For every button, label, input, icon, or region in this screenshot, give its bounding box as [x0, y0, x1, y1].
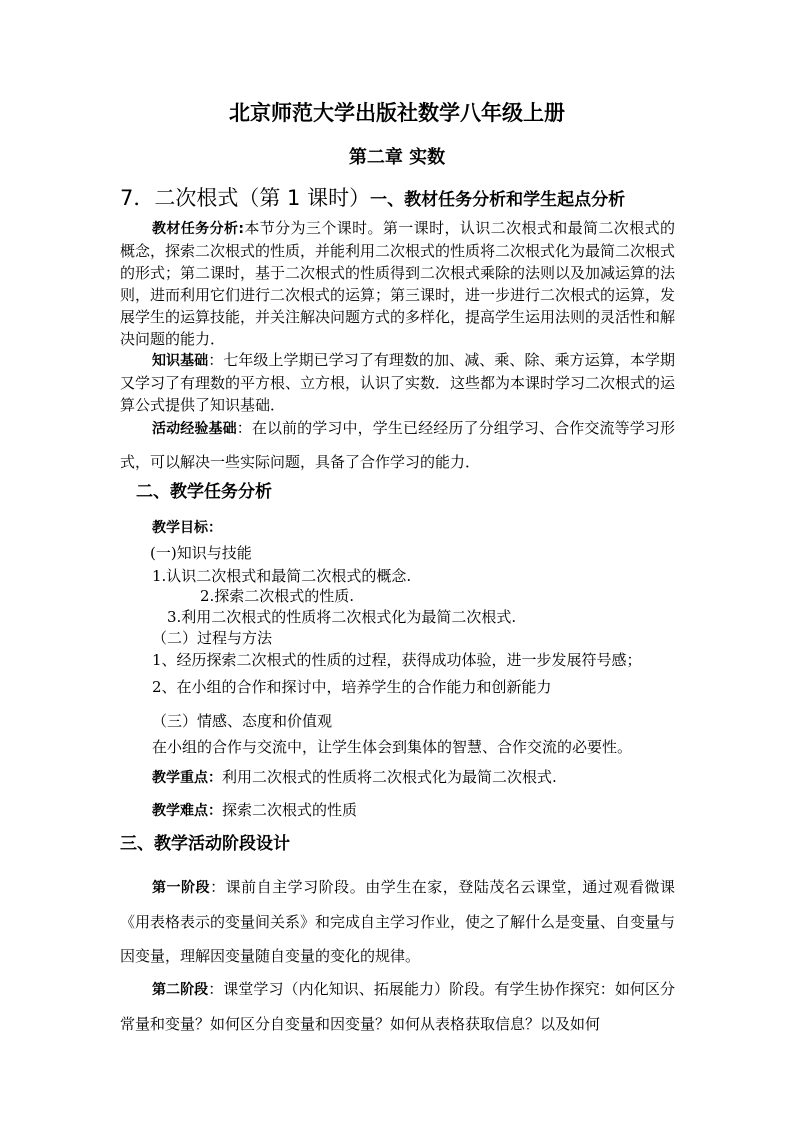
goal-subheading-3: （三）情感、态度和价值观	[152, 712, 333, 730]
activity-label: 活动经验基础	[152, 421, 237, 437]
goals-label: 教学目标：	[152, 520, 222, 536]
goal-item: 2、在小组的合作和探讨中，培养学生的合作能力和创新能力	[152, 678, 552, 696]
stage-2-paragraph	[120, 972, 675, 1041]
activity-paragraph	[120, 412, 675, 479]
goal-item: 1.认识二次根式和最简二次根式的概念.	[152, 567, 412, 585]
knowledge-text: ：七年级上学期已学习了有理数的加、减、乘、除、乘方运算，本学期又学习了有理数的平方根、立方根，认识了实数．这些都为本课时学习二次根式的运算公式提供了知识基础．	[120, 351, 676, 414]
analysis-paragraph	[120, 217, 675, 350]
goal-item: 在小组的合作与交流中，让学生体会到集体的智慧、合作交流的必要性。	[152, 738, 633, 756]
goal-subheading-2: （二）过程与方法	[152, 629, 273, 647]
activity-text: ：在以前的学习中，学生已经经历了分组学习、合作交流等学习形式，可以解决一些实际问题，具备了合作学习的能力．	[120, 419, 675, 471]
section-1-heading: 一、教材任务分析和学生起点分析	[370, 190, 626, 210]
stage-2-text: ：课堂学习（内化知识、拓展能力）阶段。有学生协作探究：如何区分常量和变量？如何区分自变量和因变量？如何从表格获取信息？以及如何	[120, 980, 675, 1033]
knowledge-label: 知识基础	[152, 353, 209, 369]
goal-item: 3.利用二次根式的性质将二次根式化为最简二次根式.	[167, 608, 517, 626]
teaching-analysis-text: 本节分为三个课时。第一课时，认识二次根式和最简二次根式的概念，探索二次根式的性质，并能利用二次根式的性质将二次根式化为最简二次根式的形式；第二课时，基于二次根式的性质得到二次根式乘除的法则以及加减运算的法则，进而利用它们进行二次根式的运算；第三课时，进一步进行二次根式的运算，发展学生的运算技能，并关注解决问题方式的多样化，提高学生运用法则的灵活性和解决问题的能力．	[120, 219, 676, 348]
goal-subheading-1: (一)知识与技能	[150, 544, 252, 562]
section-3-heading: 三、教学活动阶段设计	[120, 834, 290, 854]
section-2-heading: 二、教学任务分析	[136, 482, 272, 502]
knowledge-paragraph	[120, 349, 675, 416]
difficulty-line	[152, 800, 357, 821]
difficulty-text: 探索二次根式的性质	[222, 801, 358, 819]
goal-item: 1、经历探索二次根式的性质的过程，获得成功体验，进一步发展符号感；	[152, 651, 642, 669]
lesson-title: 7．二次根式（第 1 课时）	[120, 186, 371, 210]
stage-1-label: 第一阶段	[152, 880, 211, 896]
stage-1-paragraph	[120, 870, 675, 973]
teaching-analysis-label: 教材任务分析:	[152, 221, 244, 237]
stage-2-label: 第二阶段	[152, 982, 209, 998]
lesson-heading-line	[120, 188, 625, 210]
key-point-text: 利用二次根式的性质将二次根式化为最简二次根式.	[222, 768, 557, 786]
goal-item: 2.探索二次根式的性质.	[200, 587, 355, 605]
key-point-label: 教学重点：	[152, 770, 222, 786]
stage-1-text: ：课前自主学习阶段。由学生在家，登陆茂名云课堂，通过观看微课《用表格表示的变量间关系》和完成自主学习作业，使之了解什么是变量、自变量与因变量，理解因变量随自变量的变化的规律。	[120, 878, 676, 965]
chapter-title: 第二章 实数	[348, 147, 446, 168]
difficulty-label: 教学难点：	[152, 803, 222, 819]
key-point-line	[152, 767, 557, 788]
document-title: 北京师范大学出版社数学八年级上册	[229, 101, 565, 125]
